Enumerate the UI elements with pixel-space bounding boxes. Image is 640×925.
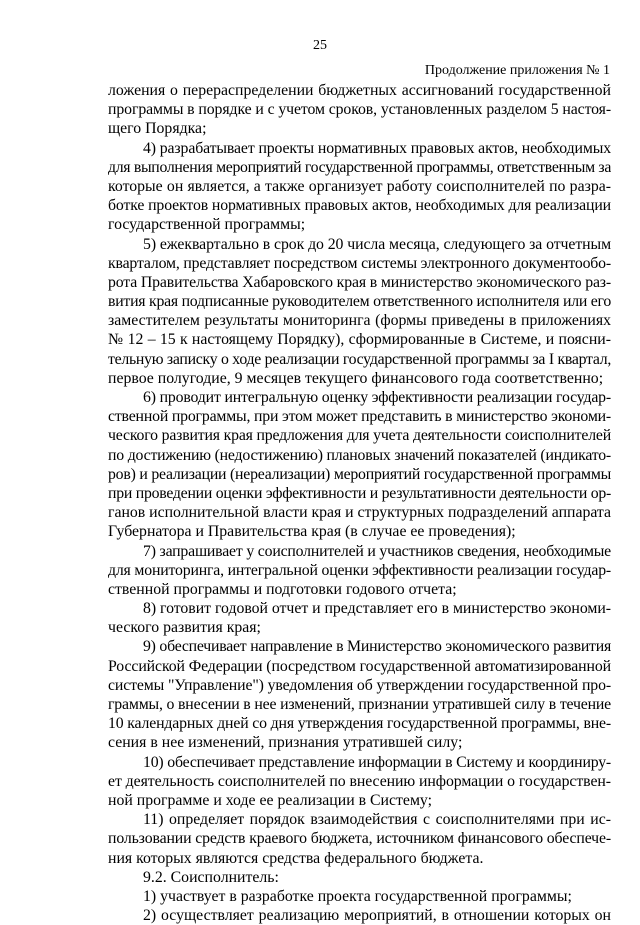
- text-line: которые он является, а также организует работу соисполнителей по разра-: [108, 177, 611, 195]
- text-line: ственной программы, при этом может представить в министерство экономи-: [108, 408, 611, 426]
- text-line: пользовании средств краевого бюджета, источником финансового обеспече-: [108, 830, 611, 848]
- text-line: 5) ежеквартально в срок до 20 числа месяца, следующего за отчетным: [143, 235, 611, 253]
- text-line: 8) готовит годовой отчет и представляет его в министерство экономи-: [143, 600, 611, 618]
- text-line: государственной программы;: [108, 216, 306, 234]
- text-line: сения в нее изменений, признания утратившей силу;: [108, 734, 463, 752]
- text-line: рота Правительства Хабаровского края в министерство экономического раз-: [108, 273, 611, 291]
- text-line: 10) обеспечивает представление информации в Систему и координиру-: [143, 753, 611, 771]
- text-line: системы "Управление") уведомления об утверждении государственной про-: [108, 676, 611, 694]
- text-line: 9.2. Соисполнитель:: [143, 868, 279, 886]
- text-line: тельную записку о ходе реализации государственной программы за I квартал,: [108, 350, 611, 368]
- text-line: 1) участвует в разработке проекта государственной программы;: [143, 887, 572, 905]
- text-line: 10 календарных дней со дня утверждения государственной программы, вне-: [108, 715, 611, 733]
- text-line: ния которых являются средства федерального бюджета.: [108, 849, 484, 867]
- text-line: для выполнения мероприятий государственной программы, ответственным за: [108, 158, 611, 176]
- text-line: 7) запрашивает у соисполнителей и участников сведения, необходимые: [143, 542, 611, 560]
- text-line: заместителем результаты мониторинга (формы приведены в приложениях: [108, 312, 611, 330]
- text-line: ров) и реализации (нереализации) мероприятий государственной программы: [108, 465, 611, 483]
- text-line: ложения о перераспределении бюджетных ассигнований государственной: [108, 82, 611, 99]
- text-line: граммы, о внесении в нее изменений, признании утратившей силу в течение: [108, 696, 611, 713]
- text-line: по достижению (недостижению) плановых значений показателей (индикато-: [108, 446, 611, 464]
- text-line: 2) осуществляет реализацию мероприятий, в отношении которых он: [143, 907, 611, 925]
- text-line: ганов исполнительной власти края и структурных подразделений аппарата: [108, 504, 611, 522]
- text-line: при проведении оценки эффективности и результативности деятельности ор-: [108, 484, 611, 502]
- text-line: 4) разрабатывает проекты нормативных правовых актов, необходимых: [143, 139, 611, 157]
- text-line: ет деятельность соисполнителей по внесению информации о государствен-: [108, 772, 611, 790]
- text-line: программы в порядке и с учетом сроков, установленных разделом 5 настоя-: [108, 101, 611, 119]
- appendix-continuation-label: Продолжение приложения № 1: [424, 63, 610, 78]
- document-body: [108, 81, 611, 925]
- text-line: 6) проводит интегральную оценку эффективности реализации государ-: [143, 389, 611, 406]
- text-line: для мониторинга, интегральной оценки эффективности реализации государ-: [108, 561, 611, 579]
- text-line: вития края подписанные руководителем ответственного исполнителя или его: [108, 293, 611, 311]
- text-line: Губернатора и Правительства края (в случае ее проведения);: [108, 523, 516, 541]
- text-line: кварталом, представляет посредством системы электронного документообо-: [108, 254, 611, 272]
- text-line: щего Порядка;: [108, 120, 207, 138]
- text-line: 9) обеспечивает направление в Министерство экономического развития: [143, 638, 611, 656]
- text-line: 11) определяет порядок взаимодействия с соисполнителями при ис-: [143, 811, 611, 829]
- text-line: ческого развития края;: [108, 619, 261, 637]
- text-line: первое полугодие, 9 месяцев текущего финансового года соответственно;: [108, 369, 604, 387]
- text-line: ческого развития края предложения для учета деятельности соисполнителей: [108, 427, 611, 445]
- text-line: ственной программы и подготовки годового отчета;: [108, 580, 457, 598]
- text-line: № 12 – 15 к настоящему Порядку), сформированные в Системе, и поясни-: [108, 331, 611, 349]
- page-number: 25: [313, 38, 327, 53]
- text-line: ной программе и ходе ее реализации в Систему;: [108, 791, 433, 809]
- text-line: Российской Федерации (посредством государственной автоматизированной: [108, 657, 611, 675]
- text-line: ботке проектов нормативных правовых актов, необходимых для реализации: [108, 197, 611, 215]
